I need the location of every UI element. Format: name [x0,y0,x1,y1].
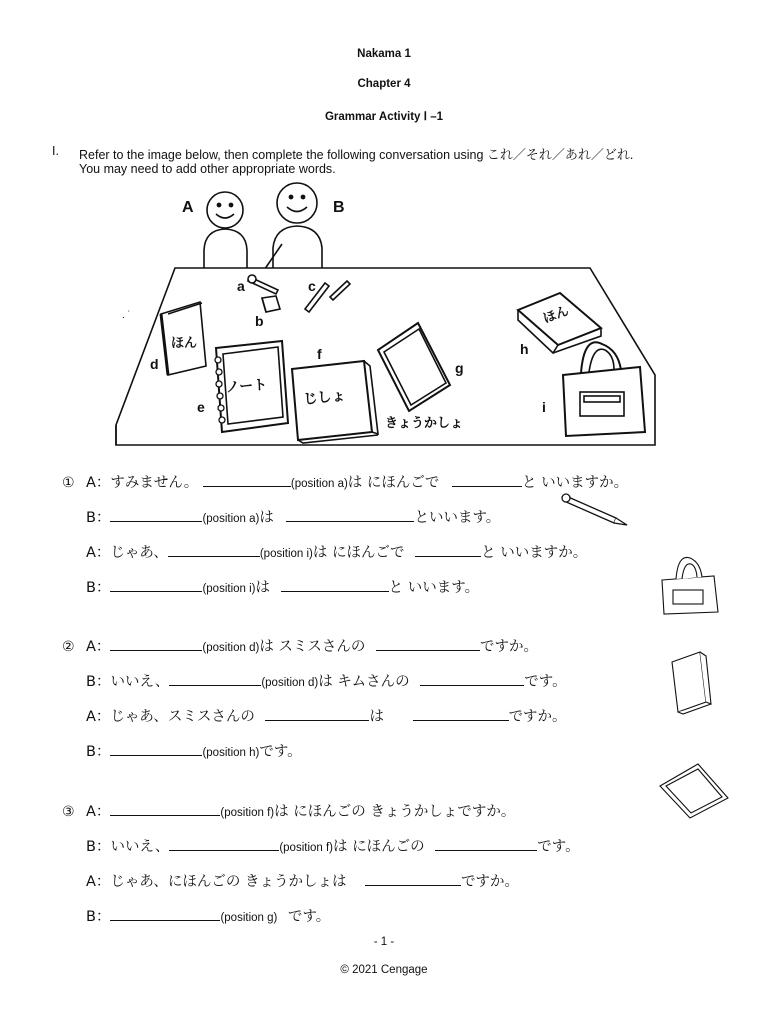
person-b-figure [260,183,322,276]
answer-blank[interactable] [452,472,522,487]
line-text: は [259,510,274,526]
line-text: と いいますか。 [522,475,629,491]
speaker-label: A： [86,874,111,890]
answer-blank[interactable] [110,741,202,756]
instruction-line-2: You may need to add other appropriate words. [79,162,336,176]
speaker-label: A： [86,804,111,820]
speaker-label: B： [86,510,111,526]
person-a-figure [204,192,247,268]
item-label-h: h [520,341,529,357]
position-hint: (position f) [220,807,275,819]
position-hint: (position h) [202,747,260,759]
ex3-line-2 [86,835,580,856]
line-text: です。 [287,909,331,925]
ex1-line-3 [86,541,587,562]
copyright-notice: © 2021 Cengage [340,964,428,976]
item-label-a: a [237,278,245,294]
page-number: - 1 - [373,936,395,948]
exercise-number: ② [62,639,75,655]
answer-blank[interactable] [110,801,220,816]
scene-dots: . ˙ [122,310,131,321]
line-text: じゃあ、スミスさんの [110,709,255,725]
instruction-numeral: I. [52,144,59,158]
line-text: じゃあ、にほんごの きょうかしょは [110,874,347,890]
line-text: は [255,580,271,596]
speaker-label: B： [86,674,111,690]
ex2-line-2 [86,670,567,691]
classroom-scene-illustration [0,0,768,460]
item-label-c: c [308,278,316,294]
answer-blank[interactable] [281,577,389,592]
line-text: ですか。 [508,709,567,725]
textbook-g-caption: きょうかしょ [385,416,464,431]
line-text: です。 [537,839,580,855]
answer-blank[interactable] [420,671,524,686]
position-hint: (position i) [259,548,313,560]
line-text: は にほんごで [347,475,440,491]
answer-blank[interactable] [110,906,220,921]
position-hint: (position g) [220,912,278,924]
line-text: いいえ、 [110,674,170,690]
activity-heading: Grammar Activity Ⅰ –1 [324,111,444,123]
line-text: ですか。 [461,874,520,890]
ex2-line-3 [86,705,567,726]
person-b-label: B [333,199,345,216]
item-label-e: e [197,399,205,415]
answer-blank[interactable] [415,542,481,557]
answer-blank[interactable] [168,542,260,557]
line-text: は にほんごの きょうかしょですか。 [274,804,516,820]
speaker-label: A： [86,475,111,491]
line-text: いいえ、 [110,839,170,855]
line-text: です。 [259,744,302,760]
ex1-line-1 [62,471,628,492]
eraser-b-illustration [262,296,280,312]
ex2-line-4 [86,740,302,761]
bag-side-illustration [658,552,720,618]
line-text: すみません。 [110,475,199,491]
answer-blank[interactable] [286,507,414,522]
ex1-line-2 [86,506,500,527]
answer-blank[interactable] [110,636,202,651]
item-label-b: b [255,313,264,329]
textbook-side-illustration [656,760,732,822]
notebook-e-title: ノート [225,377,268,396]
item-label-i: i [542,399,546,415]
line-text: じゃあ、 [110,545,168,561]
instruction-text: Refer to the image below, then complete the following conversation using [79,148,487,162]
book-side-illustration [668,648,714,716]
position-hint: (position d) [261,677,319,689]
position-hint: (position d) [202,642,260,654]
line-text: と いいますか。 [481,545,588,561]
speaker-label: A： [86,709,111,725]
dictionary-f-title: じしょ [302,387,347,408]
item-label-f: f [317,346,322,362]
ex3-line-3 [86,870,519,891]
ex3-line-1 [62,800,515,821]
speaker-label: B： [86,909,111,925]
instruction-period: . [629,148,634,162]
pen-side-illustration [560,486,632,528]
answer-blank[interactable] [265,706,369,721]
position-hint: (position a) [290,478,348,490]
speaker-label: A： [86,639,111,655]
speaker-label: B： [86,839,111,855]
speaker-label: B： [86,580,111,596]
line-text: は にほんごで [312,545,405,561]
chapter-heading: Chapter 4 [357,78,411,90]
answer-blank[interactable] [203,472,291,487]
line-text: といいます。 [414,510,501,526]
answer-blank[interactable] [365,871,461,886]
answer-blank[interactable] [169,671,261,686]
position-hint: (position a) [202,513,260,525]
answer-blank[interactable] [110,507,202,522]
exercise-number: ③ [62,804,75,820]
line-text: ですか。 [480,639,539,655]
person-a-label: A [182,199,194,216]
ex1-line-4 [86,576,479,597]
item-label-g: g [455,360,464,376]
line-text: は キムさんの [318,674,410,690]
answer-blank[interactable] [413,706,509,721]
ex3-line-4 [86,905,330,926]
line-text: は [369,709,384,725]
book-h-title: ほん [541,303,571,327]
book-d-title: ほん [171,336,198,351]
line-text: です。 [524,674,567,690]
exercise-number: ① [62,475,75,491]
line-text: と いいます。 [388,580,480,596]
line-text: は スミスさんの [259,639,366,655]
speaker-label: A： [86,545,111,561]
answer-blank[interactable] [169,836,279,851]
ex2-line-1 [62,635,538,656]
position-hint: (position i) [202,583,256,595]
instruction-pronouns: これ／それ／あれ／どれ [486,148,630,163]
position-hint: (position f) [279,842,334,854]
answer-blank[interactable] [435,836,537,851]
document-title: Nakama 1 [357,48,411,60]
line-text: は にほんごの [333,839,425,855]
answer-blank[interactable] [376,636,480,651]
item-label-d: d [150,356,159,372]
answer-blank[interactable] [110,577,202,592]
speaker-label: B： [86,744,111,760]
